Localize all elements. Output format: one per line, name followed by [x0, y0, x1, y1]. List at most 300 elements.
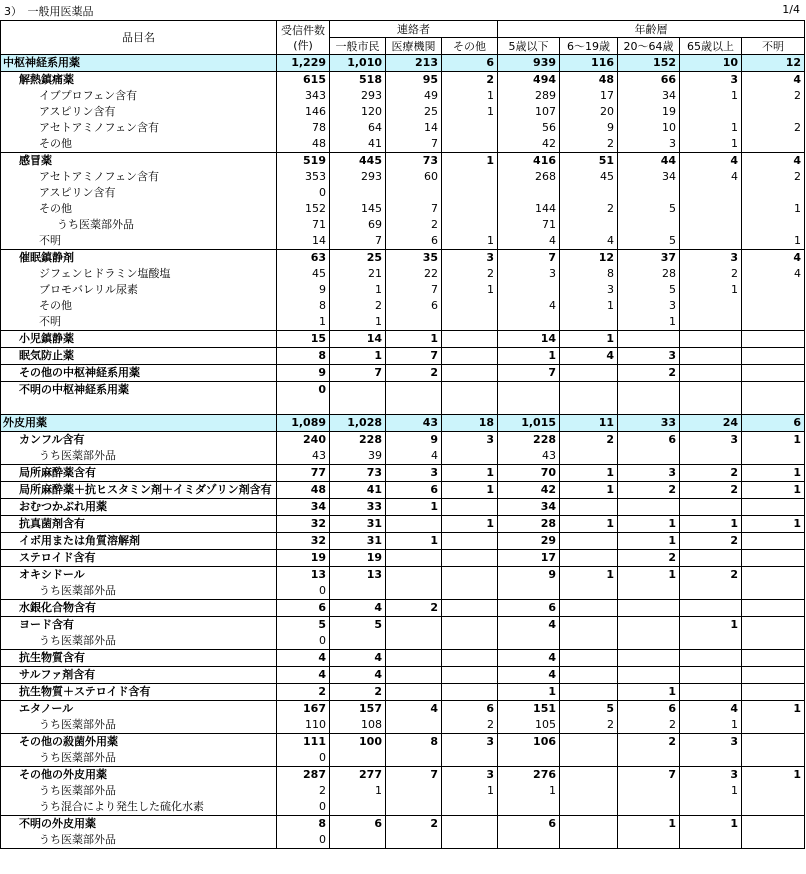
cell-value: 108 [330, 717, 386, 734]
cell-value: 615 [277, 72, 330, 89]
cell-value: 41 [330, 136, 386, 153]
cell-value [386, 516, 442, 533]
cell-value: 41 [330, 482, 386, 499]
cell-value [742, 185, 805, 201]
cell-value [386, 750, 442, 767]
cell-value: 2 [330, 298, 386, 314]
table-row [1, 465, 805, 482]
table-row [1, 799, 805, 816]
row-label: その他 [1, 298, 277, 314]
cell-value [680, 331, 742, 348]
cell-value: 1,229 [277, 55, 330, 72]
cell-value: 1 [680, 88, 742, 104]
cell-value: 2 [442, 72, 498, 89]
cell-value [618, 331, 680, 348]
cell-value: 21 [330, 266, 386, 282]
cell-value [386, 717, 442, 734]
cell-value [680, 650, 742, 667]
row-label: その他の殺菌外用薬 [1, 734, 277, 751]
cell-value: 24 [680, 415, 742, 432]
cell-value: 12 [742, 55, 805, 72]
row-label: その他の外皮用薬 [1, 767, 277, 784]
cell-value: 4 [560, 233, 618, 250]
table-row [1, 233, 805, 250]
cell-value: 60 [386, 169, 442, 185]
cell-value [742, 816, 805, 833]
cell-value: 1 [442, 465, 498, 482]
cell-value [498, 799, 560, 816]
cell-value: 2 [618, 717, 680, 734]
cell-value [560, 499, 618, 516]
table-row [1, 734, 805, 751]
cell-value: 18 [442, 415, 498, 432]
cell-value [742, 717, 805, 734]
table-row [1, 832, 805, 849]
cell-value: 19 [618, 104, 680, 120]
cell-value: 7 [386, 767, 442, 784]
cell-value: 7 [330, 365, 386, 382]
cell-value [742, 282, 805, 298]
cell-value: 3 [618, 136, 680, 153]
cell-value [330, 185, 386, 201]
cell-value [742, 832, 805, 849]
header-age-20-64: 20～64歳 [618, 38, 680, 55]
cell-value [442, 499, 498, 516]
cell-value: 213 [386, 55, 442, 72]
cell-value [618, 185, 680, 201]
cell-value: 6 [442, 55, 498, 72]
cell-value [386, 398, 442, 415]
cell-value: 5 [560, 701, 618, 718]
table-row [1, 617, 805, 634]
cell-value: 151 [498, 701, 560, 718]
table-row [1, 567, 805, 584]
cell-value: 66 [618, 72, 680, 89]
cell-value: 11 [560, 415, 618, 432]
cell-value [680, 185, 742, 201]
cell-value: 1,089 [277, 415, 330, 432]
cell-value: 416 [498, 153, 560, 170]
cell-value [680, 583, 742, 600]
cell-value [742, 448, 805, 465]
cell-value [498, 282, 560, 298]
header-contact-group: 連絡者 [330, 21, 498, 38]
cell-value: 4 [498, 650, 560, 667]
row-label: うち医薬部外品 [1, 448, 277, 465]
table-row [1, 136, 805, 153]
cell-value [742, 550, 805, 567]
cell-value: 1 [330, 314, 386, 331]
cell-value [386, 550, 442, 567]
table-row [1, 600, 805, 617]
row-label: 局所麻酔薬＋抗ヒスタミン剤＋イミダゾリン剤含有 [1, 482, 277, 499]
cell-value [442, 331, 498, 348]
cell-value: 7 [386, 201, 442, 217]
cell-value: 2 [277, 783, 330, 799]
cell-value: 7 [330, 233, 386, 250]
cell-value: 2 [618, 365, 680, 382]
row-label: アセトアミノフェン含有 [1, 169, 277, 185]
table-row [1, 282, 805, 298]
cell-value: 0 [277, 583, 330, 600]
cell-value [742, 398, 805, 415]
cell-value [330, 398, 386, 415]
cell-value: 73 [386, 153, 442, 170]
cell-value [680, 365, 742, 382]
cell-value [442, 201, 498, 217]
cell-value: 2 [560, 201, 618, 217]
cell-value [742, 750, 805, 767]
cell-value: 4 [330, 650, 386, 667]
cell-value: 77 [277, 465, 330, 482]
table-row [1, 667, 805, 684]
cell-value: 45 [560, 169, 618, 185]
row-label: 抗生物質含有 [1, 650, 277, 667]
cell-value: 105 [498, 717, 560, 734]
table-row [1, 72, 805, 89]
cell-value [680, 104, 742, 120]
cell-value [618, 583, 680, 600]
cell-value: 7 [386, 136, 442, 153]
cell-value: 0 [277, 750, 330, 767]
cell-value: 14 [330, 331, 386, 348]
row-label: エタノール [1, 701, 277, 718]
cell-value: 106 [498, 734, 560, 751]
cell-value [618, 617, 680, 634]
cell-value [560, 365, 618, 382]
cell-value: 5 [618, 282, 680, 298]
cell-value: 63 [277, 250, 330, 267]
cell-value: 2 [618, 734, 680, 751]
row-label: イブプロフェン含有 [1, 88, 277, 104]
cell-value: 445 [330, 153, 386, 170]
header-contact-other: その他 [442, 38, 498, 55]
cell-value: 2 [742, 120, 805, 136]
cell-value: 0 [277, 382, 330, 399]
cell-value: 3 [680, 72, 742, 89]
table-row [1, 169, 805, 185]
cell-value: 45 [277, 266, 330, 282]
cell-value: 33 [618, 415, 680, 432]
cell-value: 6 [330, 816, 386, 833]
cell-value: 14 [498, 331, 560, 348]
cell-value: 64 [330, 120, 386, 136]
cell-value: 1,010 [330, 55, 386, 72]
cell-value: 2 [742, 169, 805, 185]
cell-value: 2 [277, 684, 330, 701]
cell-value [386, 799, 442, 816]
cell-value [618, 750, 680, 767]
cell-value: 4 [277, 667, 330, 684]
cell-value: 48 [277, 136, 330, 153]
statistics-table [0, 20, 805, 849]
row-label: アセトアミノフェン含有 [1, 120, 277, 136]
cell-value: 17 [560, 88, 618, 104]
row-label [1, 398, 277, 415]
cell-value: 3 [442, 734, 498, 751]
cell-value [442, 448, 498, 465]
cell-value [680, 233, 742, 250]
cell-value [560, 382, 618, 399]
cell-value: 7 [618, 767, 680, 784]
cell-value [680, 600, 742, 617]
row-label: その他 [1, 201, 277, 217]
cell-value: 1 [442, 516, 498, 533]
cell-value [498, 314, 560, 331]
cell-value [742, 783, 805, 799]
cell-value: 48 [560, 72, 618, 89]
cell-value: 10 [680, 55, 742, 72]
cell-value: 1 [742, 767, 805, 784]
cell-value [442, 533, 498, 550]
cell-value: 0 [277, 633, 330, 650]
cell-value: 9 [386, 432, 442, 449]
cell-value: 152 [618, 55, 680, 72]
cell-value [442, 617, 498, 634]
header-age-0-5: 5歳以下 [498, 38, 560, 55]
cell-value: 353 [277, 169, 330, 185]
cell-value: 2 [386, 816, 442, 833]
table-row [1, 331, 805, 348]
cell-value: 1 [442, 282, 498, 298]
row-label: ジフェンヒドラミン塩酸塩 [1, 266, 277, 282]
cell-value [560, 617, 618, 634]
cell-value: 31 [330, 516, 386, 533]
cell-value: 1 [386, 331, 442, 348]
cell-value [618, 832, 680, 849]
cell-value: 110 [277, 717, 330, 734]
cell-value [442, 398, 498, 415]
cell-value: 1 [680, 282, 742, 298]
table-row [1, 185, 805, 201]
cell-value: 1 [680, 136, 742, 153]
cell-value [442, 799, 498, 816]
cell-value: 5 [277, 617, 330, 634]
cell-value: 28 [498, 516, 560, 533]
row-label: オキシドール [1, 567, 277, 584]
cell-value [498, 832, 560, 849]
cell-value [742, 298, 805, 314]
cell-value: 1 [680, 120, 742, 136]
cell-value [618, 783, 680, 799]
row-label: ステロイド含有 [1, 550, 277, 567]
header-contact-public: 一般市民 [330, 38, 386, 55]
cell-value [680, 448, 742, 465]
cell-value: 3 [680, 250, 742, 267]
row-label: その他の中枢神経系用薬 [1, 365, 277, 382]
cell-value [442, 382, 498, 399]
cell-value: 116 [560, 55, 618, 72]
cell-value: 73 [330, 465, 386, 482]
row-label: アスピリン含有 [1, 185, 277, 201]
cell-value [680, 217, 742, 233]
cell-value: 1 [330, 282, 386, 298]
cell-value: 71 [498, 217, 560, 233]
cell-value: 287 [277, 767, 330, 784]
cell-value: 2 [680, 266, 742, 282]
cell-value: 4 [386, 448, 442, 465]
cell-value: 12 [560, 250, 618, 267]
cell-value [680, 667, 742, 684]
cell-value: 1 [680, 717, 742, 734]
cell-value: 1,028 [330, 415, 386, 432]
cell-value: 228 [498, 432, 560, 449]
cell-value: 1 [618, 816, 680, 833]
cell-value: 4 [330, 667, 386, 684]
cell-value [680, 832, 742, 849]
cell-value: 100 [330, 734, 386, 751]
cell-value [742, 799, 805, 816]
cell-value: 4 [680, 701, 742, 718]
cell-value [742, 567, 805, 584]
table-row [1, 266, 805, 282]
cell-value [560, 314, 618, 331]
cell-value: 69 [330, 217, 386, 233]
cell-value [442, 348, 498, 365]
cell-value: 43 [386, 415, 442, 432]
page-number: 1/4 [782, 3, 800, 16]
cell-value: 8 [277, 816, 330, 833]
cell-value: 2 [560, 717, 618, 734]
row-label: 抗生物質＋ステロイド含有 [1, 684, 277, 701]
cell-value: 0 [277, 799, 330, 816]
table-row [1, 516, 805, 533]
row-label: サルファ剤含有 [1, 667, 277, 684]
cell-value [560, 650, 618, 667]
table-row [1, 120, 805, 136]
cell-value: 48 [277, 482, 330, 499]
cell-value: 939 [498, 55, 560, 72]
cell-value: 7 [386, 348, 442, 365]
cell-value: 276 [498, 767, 560, 784]
cell-value: 494 [498, 72, 560, 89]
cell-value [330, 633, 386, 650]
cell-value: 10 [618, 120, 680, 136]
cell-value: 25 [386, 104, 442, 120]
cell-value [442, 120, 498, 136]
cell-value: 28 [618, 266, 680, 282]
row-label: うち医薬部外品 [1, 783, 277, 799]
cell-value: 3 [498, 266, 560, 282]
cell-value: 293 [330, 88, 386, 104]
cell-value [560, 783, 618, 799]
cell-value [330, 832, 386, 849]
cell-value: 14 [386, 120, 442, 136]
cell-value: 167 [277, 701, 330, 718]
cell-value: 9 [277, 365, 330, 382]
cell-value: 7 [386, 282, 442, 298]
cell-value [742, 533, 805, 550]
cell-value: 1 [498, 348, 560, 365]
cell-value [742, 617, 805, 634]
cell-value: 1 [680, 617, 742, 634]
table-row [1, 217, 805, 233]
cell-value [560, 684, 618, 701]
cell-value: 32 [277, 516, 330, 533]
cell-value: 1 [386, 533, 442, 550]
cell-value: 1,015 [498, 415, 560, 432]
cell-value [498, 398, 560, 415]
cell-value [442, 365, 498, 382]
cell-value: 1 [742, 233, 805, 250]
cell-value: 34 [618, 169, 680, 185]
cell-value: 6 [386, 482, 442, 499]
cell-value [386, 832, 442, 849]
cell-value [560, 633, 618, 650]
cell-value: 1 [618, 684, 680, 701]
cell-value: 4 [560, 348, 618, 365]
cell-value [442, 314, 498, 331]
cell-value: 4 [386, 701, 442, 718]
cell-value: 6 [742, 415, 805, 432]
cell-value: 0 [277, 832, 330, 849]
table-row [1, 583, 805, 600]
row-label: 不明の外皮用薬 [1, 816, 277, 833]
cell-value [442, 169, 498, 185]
cell-value: 42 [498, 136, 560, 153]
cell-value: 25 [330, 250, 386, 267]
row-label: うち医薬部外品 [1, 717, 277, 734]
row-label: 感冒薬 [1, 153, 277, 170]
cell-value: 3 [560, 282, 618, 298]
cell-value: 157 [330, 701, 386, 718]
cell-value: 1 [742, 516, 805, 533]
cell-value [442, 550, 498, 567]
cell-value [386, 185, 442, 201]
cell-value [560, 816, 618, 833]
cell-value: 4 [742, 153, 805, 170]
cell-value: 2 [742, 88, 805, 104]
cell-value [442, 136, 498, 153]
row-label: 水銀化合物含有 [1, 600, 277, 617]
cell-value: 20 [560, 104, 618, 120]
cell-value: 1 [680, 816, 742, 833]
page-header [0, 0, 806, 20]
cell-value [618, 217, 680, 233]
cell-value: 6 [498, 816, 560, 833]
cell-value [742, 499, 805, 516]
cell-value [618, 499, 680, 516]
cell-value: 44 [618, 153, 680, 170]
row-label: うち医薬部外品 [1, 750, 277, 767]
cell-value [618, 799, 680, 816]
header-item-name: 品目名 [1, 21, 277, 55]
cell-value [618, 382, 680, 399]
cell-value [386, 650, 442, 667]
row-label: イボ用または角質溶解剤 [1, 533, 277, 550]
cell-value [742, 734, 805, 751]
cell-value: 39 [330, 448, 386, 465]
row-label: おむつかぶれ用薬 [1, 499, 277, 516]
cell-value [742, 583, 805, 600]
cell-value: 1 [330, 783, 386, 799]
cell-value: 9 [498, 567, 560, 584]
row-label: 催眠鎮静剤 [1, 250, 277, 267]
cell-value: 4 [330, 600, 386, 617]
cell-value [560, 832, 618, 849]
cell-value: 1 [560, 482, 618, 499]
cell-value: 56 [498, 120, 560, 136]
cell-value: 3 [680, 432, 742, 449]
table-row [1, 104, 805, 120]
table-row [1, 717, 805, 734]
cell-value: 2 [560, 136, 618, 153]
cell-value: 8 [560, 266, 618, 282]
cell-value: 1 [618, 533, 680, 550]
cell-value: 152 [277, 201, 330, 217]
cell-value: 32 [277, 533, 330, 550]
cell-value: 1 [560, 567, 618, 584]
